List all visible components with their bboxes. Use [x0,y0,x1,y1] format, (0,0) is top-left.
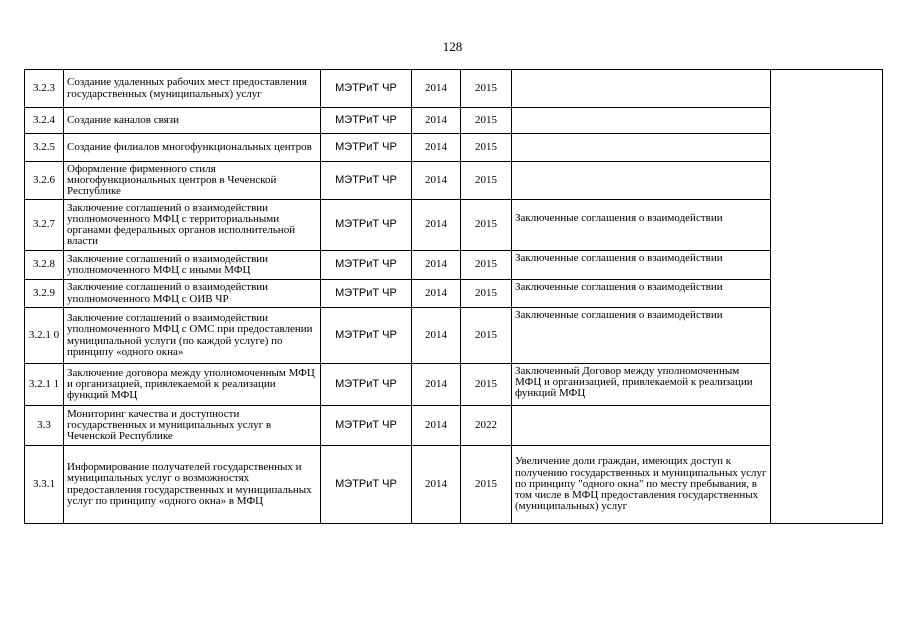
executor: МЭТРиТ ЧР [321,364,412,406]
table-row [25,200,883,251]
activity-name: Создание каналов связи [64,108,321,134]
executor: МЭТРиТ ЧР [321,162,412,200]
end-year: 2015 [461,70,512,108]
row-number: 3.2.6 [25,162,64,200]
executor: МЭТРиТ ЧР [321,280,412,308]
activity-name: Информирование получателей государственных и муниципальных услуг о возможностях предоставления государственных и муниципальных услуг по принципу «одного окна» в МФЦ [64,446,321,524]
expected-result: Заключенные соглашения о взаимодействии [512,308,771,364]
expected-result [512,406,771,446]
table-row [25,251,883,280]
table-row [25,280,883,308]
start-year: 2014 [412,406,461,446]
executor: МЭТРиТ ЧР [321,70,412,108]
activities-table [24,69,883,524]
activity-name: Мониторинг качества и доступности государственных и муниципальных услуг в Чеченской Республике [64,406,321,446]
end-year: 2015 [461,162,512,200]
row-number: 3.2.8 [25,251,64,280]
end-year: 2015 [461,251,512,280]
table-row [25,162,883,200]
expected-result: Заключенные соглашения о взаимодействии [512,200,771,251]
expected-result [512,108,771,134]
table-row [25,308,883,364]
start-year: 2014 [412,251,461,280]
row-number: 3.2.7 [25,200,64,251]
activity-name: Заключение соглашений о взаимодействии уполномоченного МФЦ с иными МФЦ [64,251,321,280]
expected-result: Увеличение доли граждан, имеющих доступ к получению государственных и муниципальных услуг по принципу "одного окна" по месту пребывания, в том числе в МФЦ предоставления государственных (муниципальных) услуг [512,446,771,524]
end-year: 2015 [461,108,512,134]
row-number: 3.2.1 0 [25,308,64,364]
start-year: 2014 [412,200,461,251]
table-row [25,364,883,406]
activity-name: Создание филиалов многофункциональных центров [64,134,321,162]
activity-name: Заключение соглашений о взаимодействии уполномоченного МФЦ с территориальными органами федеральных органов исполнительной власти [64,200,321,251]
table-row [25,108,883,134]
expected-result [512,70,771,108]
expected-result [512,134,771,162]
start-year: 2014 [412,108,461,134]
executor: МЭТРиТ ЧР [321,406,412,446]
row-number: 3.2.1 1 [25,364,64,406]
end-year: 2015 [461,200,512,251]
expected-result: Заключенные соглашения о взаимодействии [512,251,771,280]
table-row [25,406,883,446]
row-number: 3.2.3 [25,70,64,108]
table-row [25,134,883,162]
expected-result: Заключенный Договор между уполномоченным МФЦ и организацией, привлекаемой к реализации функций МФЦ [512,364,771,406]
row-number: 3.3 [25,406,64,446]
row-number: 3.2.5 [25,134,64,162]
table-row [25,70,883,108]
executor: МЭТРиТ ЧР [321,251,412,280]
start-year: 2014 [412,308,461,364]
page-number: 128 [442,39,463,54]
row-number: 3.2.9 [25,280,64,308]
activity-name: Заключение соглашений о взаимодействии уполномоченного МФЦ с ОИВ ЧР [64,280,321,308]
end-year: 2022 [461,406,512,446]
activity-name: Создание удаленных рабочих мест предоставления государственных (муниципальных) услуг [64,70,321,108]
end-year: 2015 [461,364,512,406]
executor: МЭТРиТ ЧР [321,446,412,524]
table-row [25,446,883,524]
row-number: 3.3.1 [25,446,64,524]
expected-result: Заключенные соглашения о взаимодействии [512,280,771,308]
end-year: 2015 [461,308,512,364]
start-year: 2014 [412,280,461,308]
start-year: 2014 [412,162,461,200]
executor: МЭТРиТ ЧР [321,134,412,162]
end-year: 2015 [461,280,512,308]
start-year: 2014 [412,70,461,108]
start-year: 2014 [412,364,461,406]
start-year: 2014 [412,446,461,524]
activity-name: Заключение договора между уполномоченным МФЦ и организацией, привлекаемой к реализации функций МФЦ [64,364,321,406]
end-year: 2015 [461,134,512,162]
executor: МЭТРиТ ЧР [321,200,412,251]
executor: МЭТРиТ ЧР [321,308,412,364]
activity-name: Заключение соглашений о взаимодействии уполномоченного МФЦ с ОМС при предоставлении муниципальной услуги (по каждой услуге) по принципу «одного окна» [64,308,321,364]
empty-cell [771,70,883,524]
row-number: 3.2.4 [25,108,64,134]
end-year: 2015 [461,446,512,524]
start-year: 2014 [412,134,461,162]
activity-name: Оформление фирменного стиля многофункциональных центров в Чеченской Республике [64,162,321,200]
expected-result [512,162,771,200]
executor: МЭТРиТ ЧР [321,108,412,134]
